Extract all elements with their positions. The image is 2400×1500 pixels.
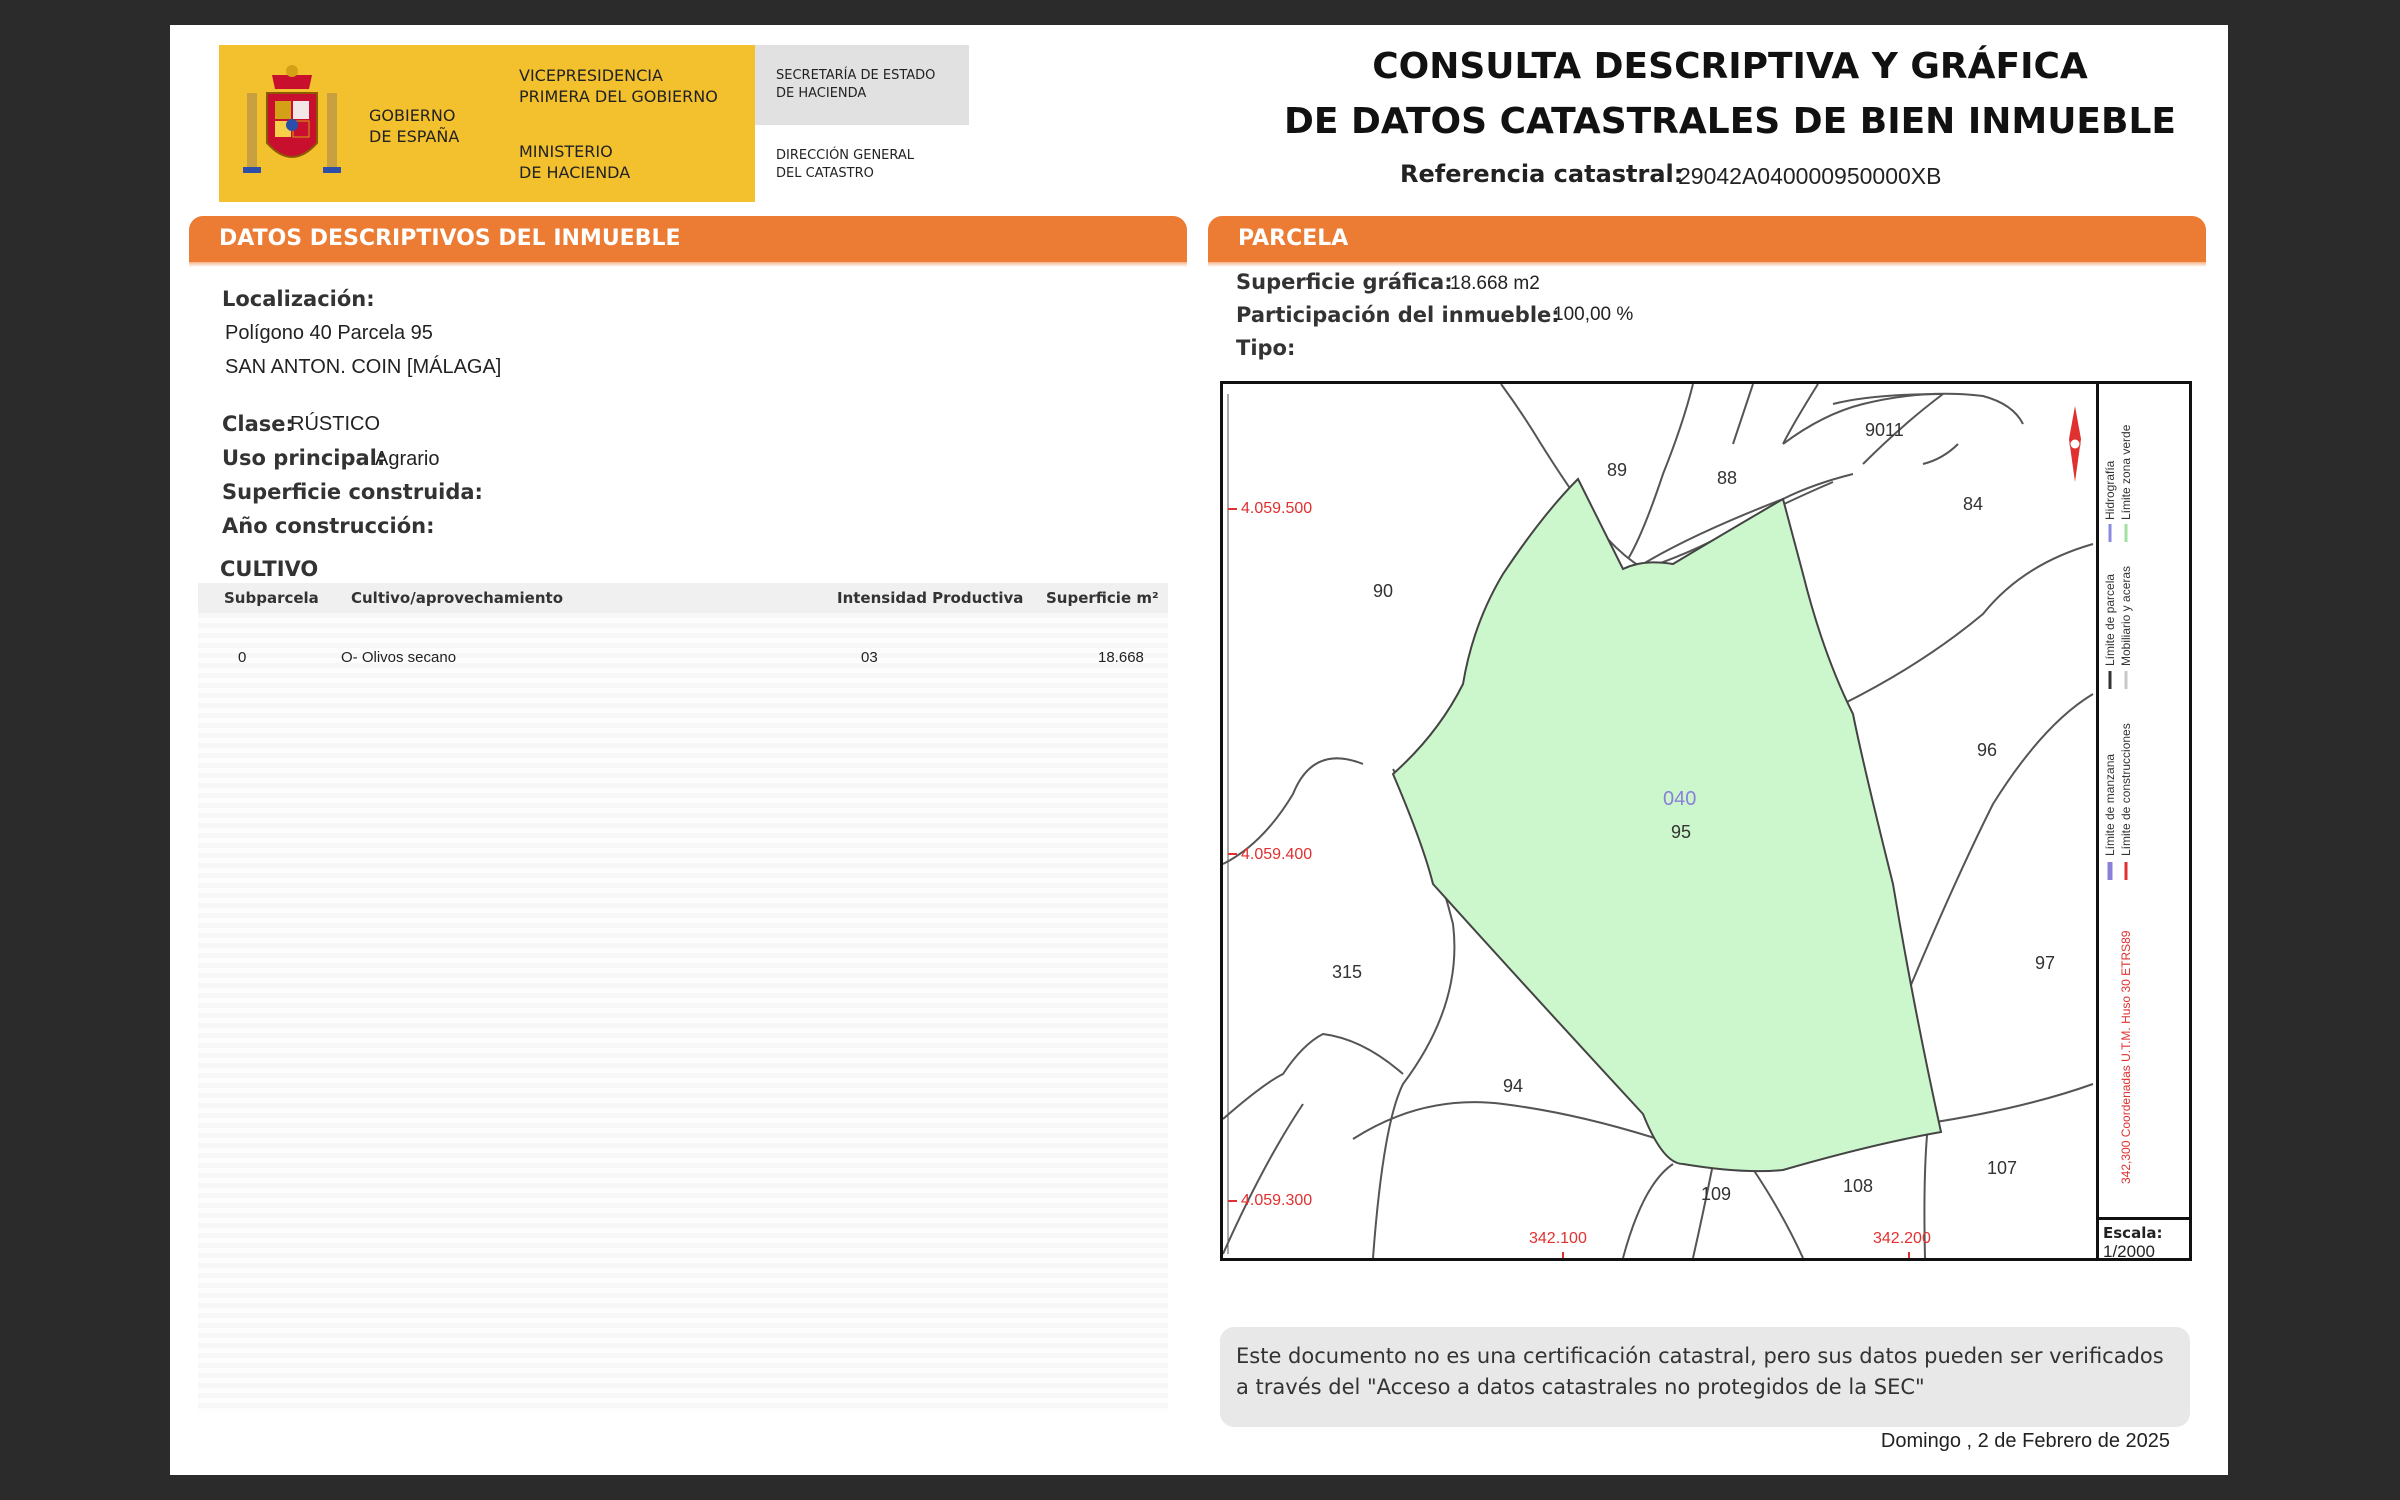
col-cultivo: Cultivo/aprovechamiento [351,589,564,607]
neighbor-label: 94 [1503,1076,1524,1096]
document-title-line1: CONSULTA DESCRIPTIVA Y GRÁFICA [1372,46,2088,87]
section-bar-parcela: PARCELA [1208,216,2206,262]
scale-value: 1/2000 [2103,1242,2155,1261]
localizacion-label: Localización: [222,287,375,311]
localizacion-line1: Polígono 40 Parcela 95 [225,322,433,344]
referencia-value: 29042A040000950000XB [1678,163,1942,189]
col-intensidad: Intensidad Productiva [837,589,1024,607]
neighbor-label: 315 [1332,962,1363,982]
cell-cultivo: O- Olivos secano [341,649,457,666]
section-bar-datos: DATOS DESCRIPTIVOS DEL INMUEBLE [189,216,1187,262]
parcel-label: 95 [1671,822,1692,842]
neighbor-label: 97 [2035,953,2056,973]
col-subparcela: Subparcela [224,589,319,607]
cultivo-table-header [198,583,1168,613]
legend-limite-construcciones: Límite de construcciones [2119,723,2133,856]
superficie-grafica-value: 18.668 m2 [1450,273,1540,294]
legend-hidrografia: Hidrografía [2103,460,2117,520]
superficie-grafica-label: Superficie gráfica: [1236,270,1453,294]
direccion-text: DIRECCIÓN GENERAL DEL CATASTRO [776,148,915,181]
vicepresidencia-text: VICEPRESIDENCIA PRIMERA DEL GOBIERNO [519,66,718,106]
legend-limite-manzana: Límite de manzana [2103,753,2117,856]
ano-construccion-label: Año construcción: [222,514,435,538]
y-coord-label-2: 4.059.400 [1241,846,1313,863]
north-arrow-icon [2069,406,2081,482]
document-title-line2: DE DATOS CATASTRALES DE BIEN INMUEBLE [1284,101,2176,142]
y-coord-label-1: 4.059.500 [1241,500,1313,517]
y-coord-label-3: 4.059.300 [1241,1192,1313,1209]
uso-principal-value: Agrario [375,448,440,470]
polygon-label: 040 [1663,788,1697,810]
disclaimer-box: Este documento no es una certificación catastral, pero sus datos pueden ser verificados a través del "Acceso a datos catastrales no protegidos de la SEC" [1220,1327,2190,1427]
scale-label: Escala: [2103,1224,2163,1242]
participacion-label: Participación del inmueble: [1236,303,1560,327]
document-sheet [170,25,2228,1475]
legend-swatches [2099,384,2189,1217]
clase-value: RÚSTICO [290,413,380,435]
x-coord-label-1: 342.100 [1529,1230,1587,1247]
document-date: Domingo , 2 de Febrero de 2025 [1880,1430,2170,1452]
x-coord-label-2: 342.200 [1873,1230,1931,1247]
clase-label: Clase: [222,412,294,436]
map-drawing [1223,384,2189,1258]
col-superficie: Superficie m² [1046,589,1159,607]
cell-superficie: 18.668 [1098,649,1144,666]
legend-coordinates: 342,300 Coordenadas U.T.M. Huso 30 ETRS89 [2119,930,2133,1184]
uso-principal-label: Uso principal: [222,446,386,470]
neighbor-label: 90 [1373,581,1394,601]
secretaria-text: SECRETARÍA DE ESTADO DE HACIENDA [776,68,936,101]
neighbor-label: 89 [1607,460,1628,480]
cultivo-table [198,583,1168,1413]
tipo-label: Tipo: [1236,336,1296,360]
referencia-label: Referencia catastral: [1400,160,1684,188]
neighbor-label: 109 [1701,1184,1732,1204]
neighbor-label: 88 [1717,468,1738,488]
cell-intensidad: 03 [861,649,878,666]
neighbor-label: 96 [1977,740,1998,760]
legend-mobiliario: Mobiliario y aceras [2119,565,2133,666]
cadastral-map[interactable] [1220,381,2192,1261]
superficie-construida-label: Superficie construida: [222,480,483,504]
cultivo-title: CULTIVO [220,557,319,581]
neighbor-label: 108 [1843,1176,1874,1196]
map-legend [2099,384,2189,1217]
participacion-value: 100,00 % [1553,304,1634,325]
ministerio-text: MINISTERIO DE HACIENDA [519,142,631,182]
localizacion-line2: SAN ANTON. COIN [MÁLAGA] [225,356,502,378]
legend-zona-verde: Límite zona verde [2119,424,2133,520]
parcel-95-shape [1393,479,1941,1171]
gobierno-logo [219,45,969,202]
neighbor-label: 84 [1963,494,1984,514]
legend-limite-parcela: Límite de parcela [2103,573,2117,666]
cell-subparcela: 0 [238,649,247,666]
neighbor-label: 107 [1987,1158,2018,1178]
coat-of-arms-icon [237,63,347,183]
neighbor-label: 9011 [1865,420,1904,440]
gobierno-text: GOBIERNO DE ESPAÑA [369,106,460,146]
scale-box [2099,1217,2189,1261]
